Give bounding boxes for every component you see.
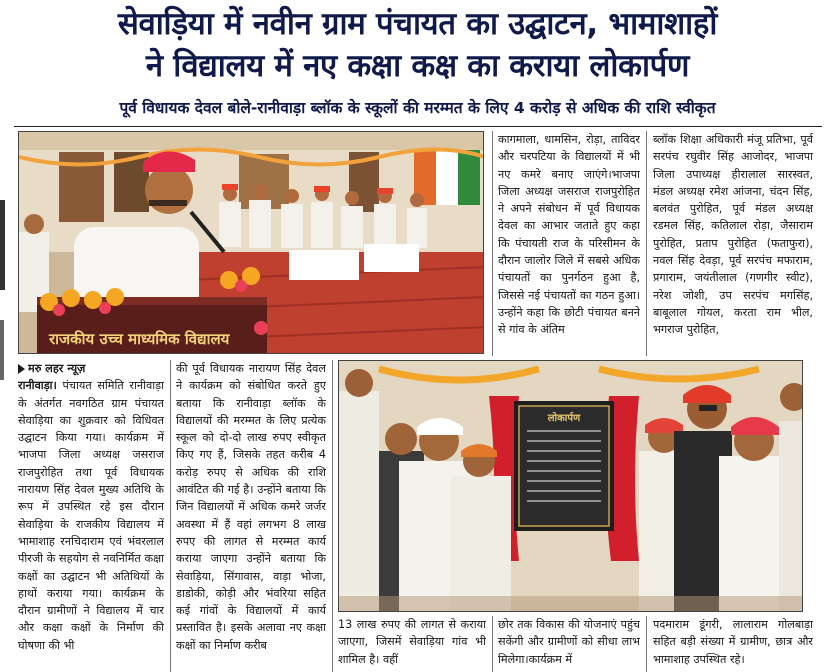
column-divider (646, 131, 647, 356)
headline-rule (14, 126, 822, 127)
page-edge-mark (0, 200, 5, 290)
column-divider (170, 360, 171, 672)
plaque-unveiling-photo (338, 360, 803, 612)
article-column-middle (176, 360, 326, 672)
article-column-top-2 (653, 131, 813, 356)
article-text: कागमाला, धामसिन, रोड़ा, ताविदर और चरपटिया के विद्यालयों में भी नए कमरे बनाए जाएंगे।भाजपा जिला अध्यक्ष जसराज राजपुरोहित ने अपने संबोधन में पूर्व विधायक देवल का आभार जताते हुए कहा कि पंचायती राज के परिसीमन के दौरान जालोर जिले में सबसे अधिक पंचायतों का पुनर्गठन हुआ है, जिससे नई पंचायतों का गठन हुआ। उन्होंने कहा कि छोटी पंचायत बनने से गांव के अंतिम (498, 133, 640, 337)
column-divider (646, 616, 647, 672)
column-divider (492, 616, 493, 672)
headline-line-1: सेवाड़िया में नवीन ग्राम पंचायत का उद्घाटन, भामाशाहों (117, 6, 718, 42)
article-text: छोर तक विकास की योजनाएं पहुंच सकेंगी और ग्रामीणों को सीधा लाभ मिलेगा।कार्यक्रम में (498, 618, 640, 666)
podium-banner-text: राजकीय उच्च माध्यमिक विद्यालय (49, 330, 230, 348)
page-edge-mark (0, 320, 4, 380)
article-text: पंचायत समिति रानीवाड़ा के अंतर्गत नवगठित ग्राम पंचायत सेवाड़िया का शुक्रवार को विधिवत उद्घाटन किया गया। कार्यक्रम में भाजपा जिला अध्यक्ष जसराज राजपुरोहित तथा पूर्व विधायक नारायण सिंह देवल मुख्य अतिथि के रूप में उपस्थित रहे इस दौरान सेवाड़िया के राजकीय विद्यालय में भामाशाह रनचिदाराम एवं भंवरलाल पीरजी के सहयोग से नवनिर्मित कक्षा कक्षों का उद्घाटन भी अतिथियों के हाथों कराया गया। कार्यक्रम के दौरान ग्रामीणों ने विद्यालय में चार और कक्षा कक्षों के निर्माण की घोषणा की भी (18, 379, 164, 652)
byline-arrow-icon (18, 364, 25, 374)
article-text: 13 लाख रुपए की लागत से कराया जाएगा, जिसमें सेवाड़िया गांव भी शामिल है। वहीं (338, 618, 486, 666)
column-divider (492, 131, 493, 356)
article-column-bottom-2 (498, 616, 640, 672)
article-column-bottom-1 (338, 616, 486, 672)
article-text: की पूर्व विधायक नारायण सिंह देवल ने कार्यक्रम को संबोधित करते हुए बताया कि रानीवाड़ा ब्लॉक के विद्यालयों की मरम्मत के लिए प्रत्येक स्कूल को दो-दो लाख रुपए स्वीकृत किए गए हैं, जिसके तहत करीब 4 करोड़ रुपए से अधिक की राशि आवंटित की गई है। उन्होंने बताया कि जिन विद्यालयों में अधिक कमरे जर्जर अवस्था में हैं वहां लगभग 8 लाख रुपए की लागत से मरम्मत कार्य कराया जाएगा उन्होंने बताया कि सेवाड़िया, सिंगावास, वाड़ा भोजा, डाडोकी, कोड़ी और भंवरिया सहित कई गांवों के विद्यालयों में कार्य प्रस्तावित है। इसके अलावा नए कक्षा कक्षों का निर्माण करीब (176, 362, 326, 652)
speaker-photo (18, 131, 484, 354)
subheadline: पूर्व विधायक देवल बोले-रानीवाड़ा ब्लॉक के स्कूलों की मरम्मत के लिए 4 करोड़ से अधिक की राशि स्वीकृत (119, 99, 716, 117)
article-column-left (18, 360, 164, 672)
article-column-top-1 (498, 131, 640, 356)
plaque-title-text: लोकार्पण (547, 413, 581, 424)
column-divider (332, 360, 333, 672)
article-text: ब्लॉक शिक्षा अधिकारी मंजू प्रतिभा, पूर्व सरपंच रघुवीर सिंह आजोदर, भाजपा जिला उपाध्यक्ष हीरालाल सारस्वत, मंडल अध्यक्ष रमेश आंजना, चंदन सिंह, बलवंत पुरोहित, पूर्व मंडल अध्यक्ष रडमल सिंह, कतिलाल रोड़ा, जैसाराम पुरोहित, प्रताप पुरोहित (फताफुरा), नवल सिंह देवड़ा, पूर्व सरपंच मफाराम, प्रगाराम, जयंतीलाल (गणगीर स्वीट), नरेश जोशी, उप सरपंच मगसिंह, बाबूलाल गोयल, करता राम भील, भगराज पुरोहित, (653, 133, 813, 337)
headline-line-2: ने विद्यालय में नए कक्षा कक्ष का कराया लोकार्पण (145, 48, 690, 84)
byline (18, 362, 85, 375)
byline-text: मरु लहर न्यूज़ (28, 362, 86, 375)
article-column-bottom-3 (653, 616, 813, 672)
article-text: पदमाराम डूंगरी, लालाराम गोलबाड़ा सहित बड़ी संख्या में ग्रामीण, छात्र और भामाशाह उपस्थित रहे। (653, 618, 813, 666)
dateline: रानीवाड़ा। (18, 379, 57, 393)
